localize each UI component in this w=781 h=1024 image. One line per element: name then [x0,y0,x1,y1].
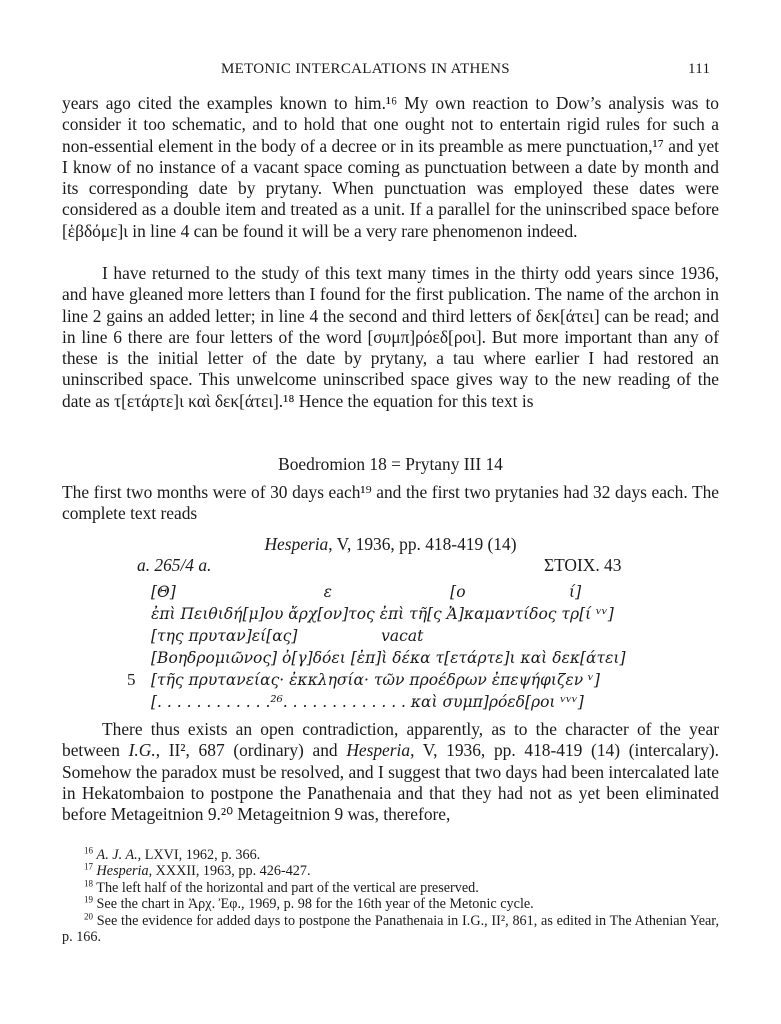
footnote [62,896,719,912]
footnote-italic: A. J. A. [96,847,138,863]
inscription-source-ref: , V, 1936, pp. 418-419 (14) [328,534,517,554]
running-head [0,61,781,81]
inscription-line: [τῆς πρυτανείας· ἐκκλησία· τῶν προέδρων ἐπεψήφιζεν ᵛ] [151,671,600,689]
running-title: METONIC INTERCALATIONS IN ATHENS [221,61,510,77]
footnote-text: See the chart in Ἀρχ. Ἐφ., 1969, p. 98 for the 16th year of the Metonic cycle. [96,896,534,913]
footnote-text: See the evidence for added days to postpone the Panathenaia in I.G., II², 861, as edited in The Athenian Year, p. 166. [62,912,720,946]
footnote-italic: Hesperia [96,863,149,880]
date-equation: Boedromion 18 = Prytany III 14 [278,454,503,474]
inscription-source-journal: Hesperia [264,534,329,554]
footnote-text: , XXXII, 1963, pp. 426-427. [148,863,311,880]
stoichedon-count: ΣΤΟΙΧ. 43 [544,555,622,575]
inscription-line: [Βοηδρομιῶνος] ὀ[γ]δόει [ἐπ]ὶ δέκα τ[ετάρτε]ι καὶ δεκ[άτει] [151,649,626,667]
footnote [62,847,719,863]
inscription-line: [της πρυταν]εί[ας] vacat [151,627,424,645]
footnote-mark: 16 [84,845,93,856]
footnote [62,863,719,879]
footnote-mark: 17 [84,861,93,872]
footnote-text: The left half of the horizontal and part of the vertical are preserved. [96,879,479,896]
paragraph-4-text: , V, 1936, pp. 418-419 (14) (intercalary). Somehow the paradox must be resolved, and I suggest that two days had been intercalated late in Hekatombaion to postpone the Panathenaia and that they had not as yet been eliminated before Metageitnion 9.²⁰ Metageitnion 9 was, therefore, [62,740,719,825]
footnote [62,910,720,946]
inscription-line: ἐπὶ Πειθιδή[μ]ου ἄρχ[ον]τος ἐπὶ τῆ[ς Ἀ]καμαντίδος τρ[ί ᵛᵛ] [151,605,614,623]
page-number: 111 [688,61,711,77]
inscription-line: [. . . . . . . . . . . .²⁶. . . . . . . . . . . . . καὶ συμπ]ρόεδ[ροι ᵛᵛᵛ] [151,693,584,711]
footnotes [62,847,719,945]
paragraph-4-text: , II², 687 (ordinary) and [155,740,338,761]
inscription-line-number: 5 [127,670,136,689]
ig-abbrev: I.G. [128,740,156,761]
footnote-text: , LXVI, 1962, p. 366. [137,847,261,863]
footnote-mark: 20 [84,910,93,921]
inscription-line: [Θ] ε [ο ί] [151,583,582,601]
hesperia-title: Hesperia [346,740,411,761]
footnote-mark: 18 [84,878,93,889]
paragraph-4-text: There thus exists an open contradiction, apparently, as to the character of the year between [62,719,719,761]
inscription-date: a. 265/4 a. [137,555,212,575]
paragraph-2: I have returned to the study of this text many times in the thirty odd years since 1936, and have gleaned more letters than I found for the first publication. The name of the archon in line 2 gains an added letter; in line 4 the second and third letters of δεκ[άτει] can be read; and in line 6 there are four letters of the word [συμπ]ρόεδ[ροι]. But more important than any of these is the initial letter of the date by prytany, a tau where earlier I had restored an uninscribed space. This unwelcome uninscribed space gives way to the new reading of the date as τ[ετάρτε]ι καὶ δεκ[άτει].¹⁸ Hence the equation for this text is [62,263,719,411]
paragraph-1: years ago cited the examples known to him.¹⁶ My own reaction to Dow’s analysis was to consider it too schematic, and to hold that one ought not to entertain rigid rules for such a non-essential element in the body of a decree or in its preamble as mere punctuation,¹⁷ and yet I know of no instance of a vacant space coming as punctuation between a date by month and its corresponding date by prytany. When punctuation was employed these dates were considered as a double item and treated as a unit. If a parallel for the uninscribed space before [ἑβδόμε]ι in line 4 can be found it will be a very rare phenomenon indeed. [62,93,719,241]
paragraph-3: The first two months were of 30 days each¹⁹ and the first two prytanies had 32 days each. The complete text reads [62,482,719,524]
paragraph-4 [62,719,719,825]
footnote-mark: 19 [84,894,93,905]
inscription-source [0,534,781,555]
footnote [62,880,719,896]
